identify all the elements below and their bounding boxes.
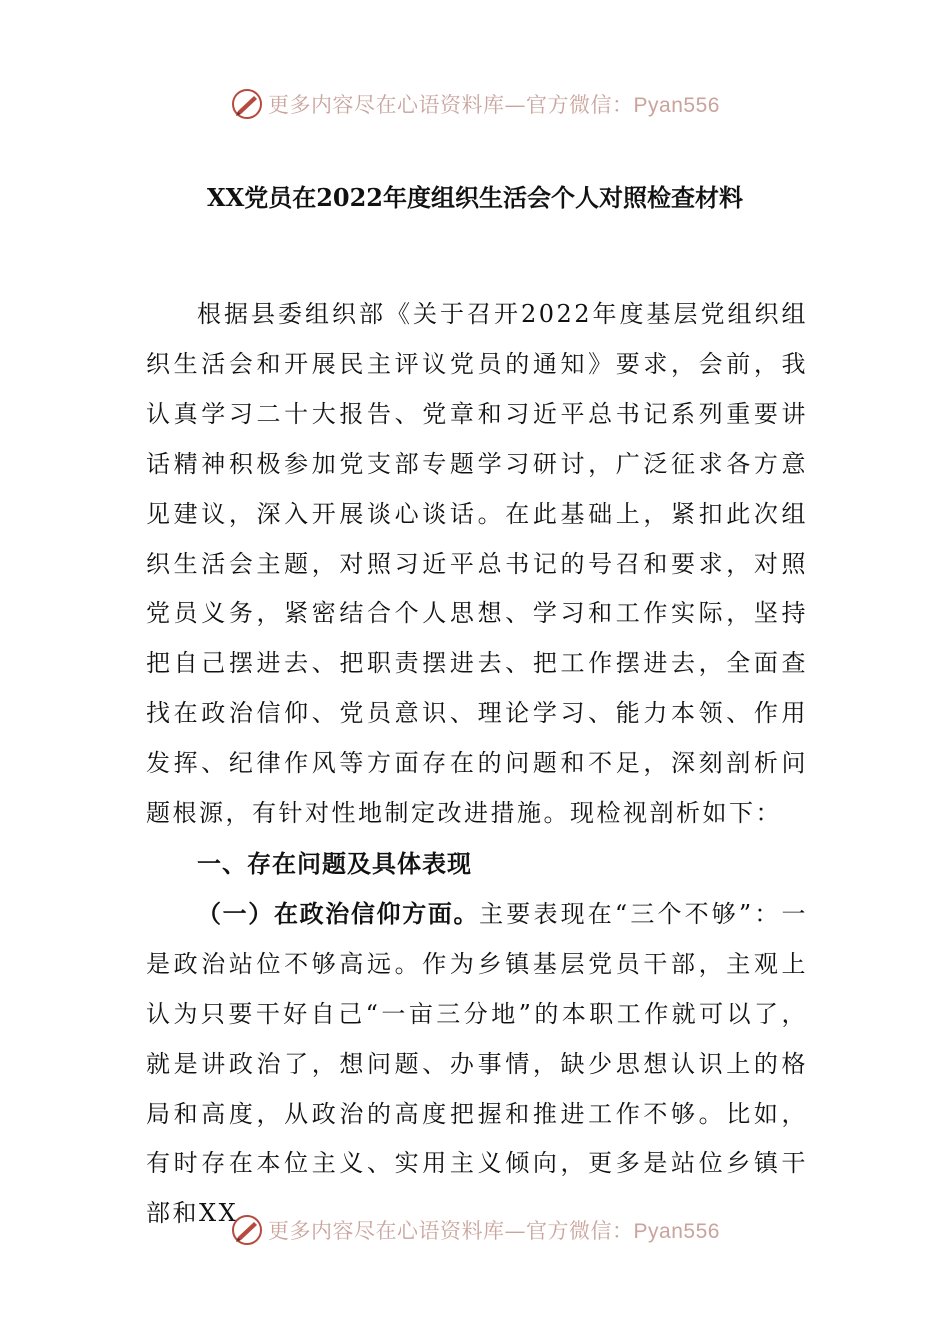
subsection-paragraph <box>146 889 808 1239</box>
pen-logo-icon <box>230 87 264 121</box>
watermark-header <box>0 84 950 124</box>
watermark-text: 更多内容尽在心语资料库—官方微信：Pyan556 <box>268 93 720 117</box>
document-body <box>146 290 808 1239</box>
watermark-text: 更多内容尽在心语资料库—官方微信：Pyan556 <box>268 1219 720 1243</box>
watermark-footer <box>0 1210 950 1250</box>
pen-logo-icon <box>230 1213 264 1247</box>
intro-paragraph: 根据县委组织部《关于召开2022年度基层党组织组织生活会和开展民主评议党员的通知》要求，会前，我认真学习二十大报告、党章和习近平总书记系列重要讲话精神积极参加党支部专题学习研讨，广泛征求各方意见建议，深入开展谈心谈话。在此基础上，紧扣此次组织生活会主题，对照习近平总书记的号召和要求，对照党员义务，紧密结合个人思想、学习和工作实际，坚持把自己摆进去、把职责摆进去、把工作摆进去，全面查找在政治信仰、党员意识、理论学习、能力本领、作用发挥、纪律作风等方面存在的问题和不足，深刻剖析问题根源，有针对性地制定改进措施。现检视剖析如下： <box>146 300 808 828</box>
section-heading: 一、存在问题及具体表现 <box>197 848 472 878</box>
subsection-text: 主要表现在“三个不够”：一是政治站位不够高远。作为乡镇基层党员干部，主观上认为只要干好自己“一亩三分地”的本职工作就可以了，就是讲政治了，想问题、办事情，缺少思想认识上的格局和高度，从政治的高度把握和推进工作不够。比如，有时存在本位主义、实用主义倾向，更多是站位乡镇干部和XX <box>146 899 808 1228</box>
subsection-lead: （一）在政治信仰方面。 <box>197 898 480 928</box>
document-title: XX党员在2022年度组织生活会个人对照检查材料 <box>206 183 744 212</box>
